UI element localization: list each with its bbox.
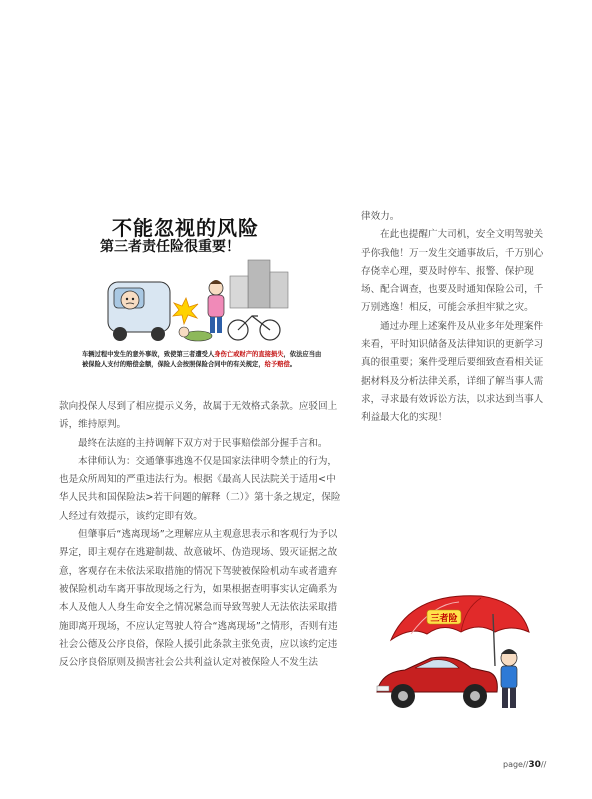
insurance-umbrella-illustration bbox=[371, 588, 543, 720]
caption-text-2: ，依法应当由被保险人支付的赔偿金额，保险人会按照保险合同中的有关规定， bbox=[82, 351, 322, 368]
right-column bbox=[361, 208, 547, 428]
left-paragraph-1: 款向投保人尽到了相应提示义务，故属于无效格式条款。应驳回上诉，维持原判。 bbox=[59, 401, 338, 431]
left-paragraph-4: 但肇事后“逃离现场”之理解应从主观意思表示和客观行为予以界定，即主观存在逃避制裁、故意破坏、伪造现场、毁灭证据之故意，客观存在未依法采取措施的情况下驾驶被保险机动车或者遗弃被保险机动车离开事故现场之行为，如果根据查明事实认定确系为本人及他人人身生命安全之情况紧急而导致驾驶人无法依法采取措施即离开现场，不应认定驾驶人符合“逃离现场”之情形，否则有违社会公德及公序良俗，保险人援引此条款主张免责，应以该约定违反公序良俗原则及损害社会公共利益认定对被保险人不发生法 bbox=[59, 529, 338, 669]
poster-caption bbox=[82, 350, 327, 370]
poster-title: 不能忽视的风险 bbox=[112, 216, 259, 240]
page-number bbox=[503, 760, 546, 770]
page-number-value: 30 bbox=[528, 760, 541, 770]
page-suffix: // bbox=[540, 760, 547, 769]
caption-highlight-2: 给予赔偿 bbox=[264, 361, 290, 368]
left-column bbox=[59, 398, 345, 672]
caption-text-1: 车辆过程中发生的意外事故，致使第三者遭受人 bbox=[82, 351, 215, 358]
left-paragraph-3: 本律师认为：交通肇事逃逸不仅是国家法律明令禁止的行为，也是众所周知的严重违法行为。根据《最高人民法院关于适用<中华人民共和国保险法>若干问题的解释（二）》第十条之规定，保险人经过有效提示，该约定即有效。 bbox=[59, 455, 341, 522]
caption-highlight-1: 身伤亡或财产的直接损失 bbox=[214, 351, 284, 358]
right-paragraph-2: 在此也提醒广大司机，安全文明驾驶关乎你我他！万一发生交通事故后，千万别心存侥幸心理，要及时停车、报警、保护现场、配合调查，也要及时通知保险公司，千万别逃逸！相反，可能会承担牢狱之灾。 bbox=[361, 229, 544, 314]
right-paragraph-1: 律效力。 bbox=[361, 211, 400, 222]
caption-text-end: 。 bbox=[289, 361, 297, 368]
umbrella-label: 三者险 bbox=[430, 614, 458, 624]
risk-poster bbox=[60, 204, 343, 386]
right-paragraph-3: 通过办理上述案件及从业多年处理案件来看，平时知识储备及法律知识的更新学习真的很重要；案件受理后要细致查看相关证据材料及分析法律关系，详细了解当事人需求，寻求最有效诉讼方法，以求达到当事人利益最大化的实现！ bbox=[361, 320, 544, 424]
page-prefix: page// bbox=[503, 760, 529, 769]
accident-illustration bbox=[98, 254, 306, 346]
left-paragraph-2: 最终在法庭的主持调解下双方对于民事赔偿部分握手言和。 bbox=[78, 437, 328, 449]
poster-subtitle: 第三者责任险很重要！ bbox=[100, 239, 240, 255]
